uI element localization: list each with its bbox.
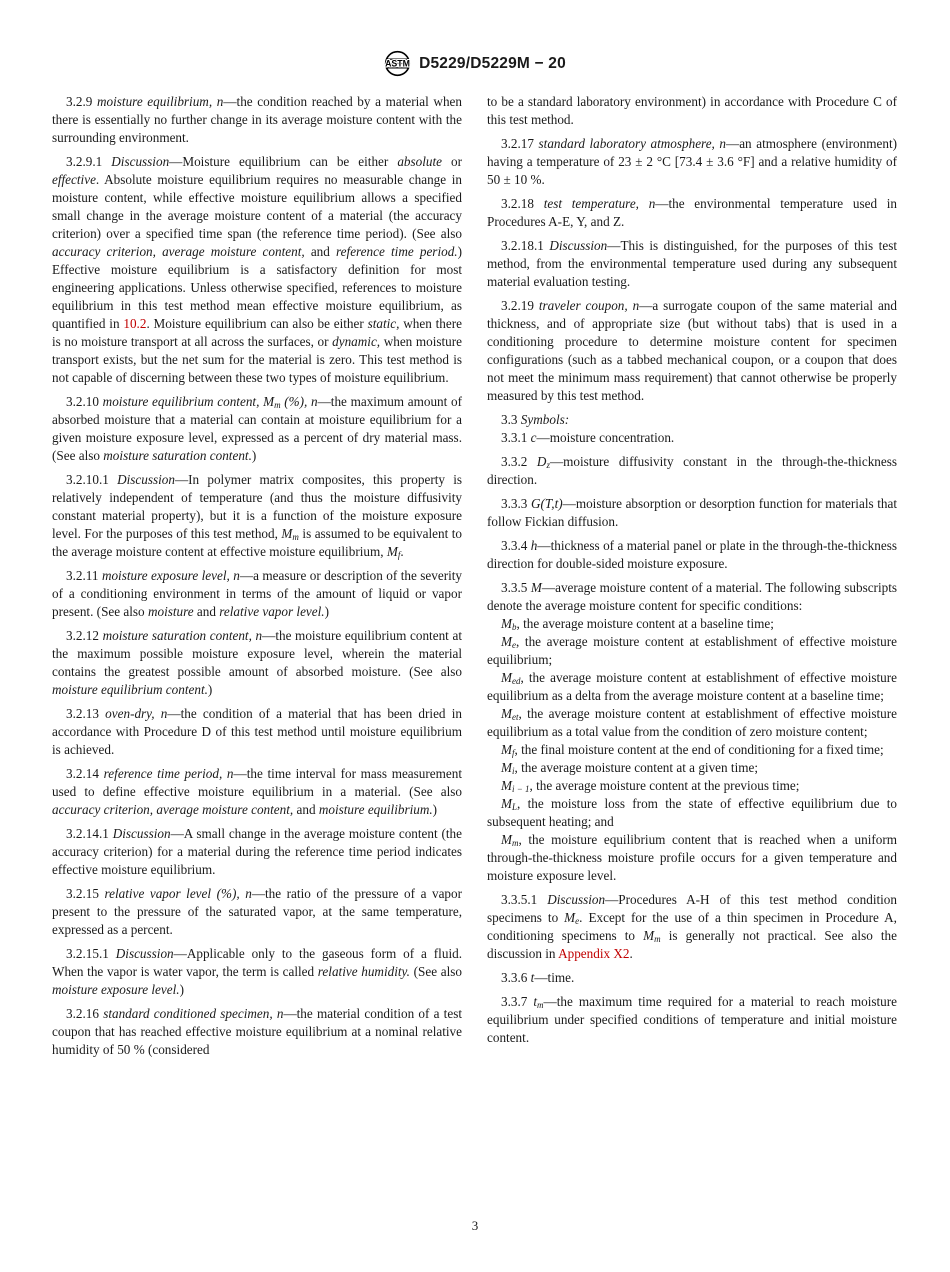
text-segment: absolute [397, 154, 443, 169]
text-segment: M [501, 760, 512, 775]
text-segment: M [564, 910, 576, 925]
text-segment: . Absolute moisture equilibrium requires no measurable change in moisture content, while effective moisture equilibrium allows a specified small change in the average moisture content of a material (the accuracy criterion) over a specified time span (the reference time period). (See also [52, 172, 462, 241]
text-segment: traveler coupon, n [538, 298, 640, 313]
subscript-item-ML [487, 795, 897, 831]
text-segment: to be a standard laboratory environment) in accordance with Procedure C of this test method. [487, 94, 897, 127]
text-segment: 3.3.7 [501, 994, 534, 1009]
discussion-3.2.10.1 [52, 471, 462, 561]
text-segment: 3.2.10.1 [66, 472, 118, 487]
text-segment: ) Effective moisture equilibrium is a satisfactory definition for most engineering applications. Unless otherwise specified, references to moisture equilibrium in this test method mean effective moisture equilibrium, as quantified in [52, 244, 462, 331]
text-segment: 3.2.9.1 [66, 154, 112, 169]
text-segment: —Procedures A-H of this test method condition specimens to [487, 892, 897, 925]
subscript-item-Mb [487, 615, 897, 633]
text-segment: effective [52, 172, 96, 187]
text-segment: 3.2.14.1 [66, 826, 113, 841]
text-segment: oven-dry, n [105, 706, 168, 721]
page-number: 3 [471, 1218, 479, 1233]
definition-3.2.15 [52, 885, 462, 939]
text-segment: test temperature, n [543, 196, 656, 211]
text-segment: , the average moisture content at establishment of effective moisture equilibrium as a delta from the average moisture content at a baseline time; [487, 670, 897, 703]
text-segment: —the maximum time required for a material to reach moisture equilibrium under specified conditions of temperature and initial moisture content. [487, 994, 897, 1045]
text-segment: reference time period, n [103, 766, 234, 781]
text-segment: m [654, 933, 661, 944]
text-segment: L [512, 801, 517, 812]
text-segment: , the average moisture content at establishment of effective moisture equilibrium as a total value from the condition of zero moisture content; [487, 706, 897, 739]
text-segment: ) [251, 448, 257, 463]
text-segment: M [386, 544, 398, 559]
text-segment: 3.2.10 [66, 394, 103, 409]
text-segment: relative vapor level. [219, 604, 325, 619]
text-segment: , the final moisture content at the end of conditioning for a fixed time; [514, 742, 884, 757]
astm-logo-text: ASTM [385, 58, 410, 69]
document-body [52, 93, 898, 1059]
text-segment: M [281, 526, 293, 541]
text-segment: —a surrogate coupon of the same material and thickness, and of appropriate size (but without tabs) that is used in a conditioning procedure to determine moisture content for specimen configurations (such as a tabbed mechanical coupon, or a coupon that does not meet the minimum mass requirement) that cannot otherwise be properly measured by this test method. [487, 298, 897, 403]
symbol-3.3.3 [487, 495, 897, 531]
text-segment: —Applicable only to the gaseous form of a fluid. When the vapor is water vapor, the term is called [52, 946, 462, 979]
text-segment: . Except for the use of a thin specimen in Procedure A, conditioning specimens to [487, 910, 897, 943]
standard-designation: D5229/D5229M − 20 [419, 54, 566, 72]
definition-3.2.16 [52, 1005, 462, 1059]
text-segment: M [501, 832, 512, 847]
text-segment: moisture saturation content. [103, 448, 252, 463]
text-segment: m [274, 399, 281, 410]
text-segment: M [501, 742, 512, 757]
text-segment: Discussion [549, 238, 608, 253]
text-segment: G(T,t) [531, 496, 563, 511]
text-segment: moisture saturation content, n [102, 628, 263, 643]
discussion-3.2.9.1 [52, 153, 462, 387]
text-segment: static, [367, 316, 400, 331]
symbol-3.3.2 [487, 453, 897, 489]
text-segment: M [501, 778, 512, 793]
text-segment: 3.3.2 [501, 454, 537, 469]
text-segment: moisture equilibrium content. [52, 682, 208, 697]
text-segment: et [512, 711, 519, 722]
text-segment: 3.2.18.1 [501, 238, 550, 253]
text-segment: —moisture concentration. [536, 430, 675, 445]
text-segment: 3.2.15.1 [66, 946, 116, 961]
text-segment: 3.3.4 [501, 538, 531, 553]
text-segment: 3.3.6 [501, 970, 531, 985]
discussion-3.2.14.1 [52, 825, 462, 879]
heading-3.3-symbols [487, 411, 897, 429]
subscript-item-Mi [487, 759, 897, 777]
text-segment: —Moisture equilibrium can be either [169, 154, 398, 169]
cross-reference-link[interactable]: Appendix X2 [558, 946, 630, 961]
text-segment: 3.2.17 [501, 136, 539, 151]
text-segment: —thickness of a material panel or plate in the through-the-thickness direction for double-sided moisture exposure. [487, 538, 897, 571]
text-segment: ) [179, 982, 184, 997]
cross-reference-link[interactable]: 10.2 [123, 316, 147, 331]
text-segment: and [293, 802, 319, 817]
text-segment: M [501, 670, 512, 685]
text-segment: —a measure or description of the severity of a conditioning environment in terms of the amount of liquid or vapor present. (See also [52, 568, 463, 619]
text-segment: Discussion [547, 892, 606, 907]
text-segment: moisture exposure level. [52, 982, 180, 997]
text-segment: 3.2.14 [66, 766, 104, 781]
document-header [0, 50, 950, 77]
text-segment: (%), n [280, 394, 318, 409]
text-segment: , the moisture equilibrium content that is reached when a uniform through-the-thickness moisture profile occurs for a given temperature and moisture exposure level. [487, 832, 897, 883]
text-segment: e [512, 639, 516, 650]
text-segment: reference time period. [336, 244, 458, 259]
definition-3.2.9 [52, 93, 462, 147]
subscript-item-Met [487, 705, 897, 741]
text-segment: moisture [147, 604, 194, 619]
symbol-3.3.6 [487, 969, 897, 987]
text-segment: or [442, 154, 463, 169]
text-segment: M [501, 616, 512, 631]
text-segment: h [530, 538, 538, 553]
text-segment: —average moisture content of a material. The following subscripts denote the average moisture content for specific conditions: [487, 580, 898, 613]
text-segment: —the condition of a material that has been dried in accordance with Procedure D of this test method until moisture equilibrium is achieved. [52, 706, 462, 757]
text-segment: dynamic, [332, 334, 381, 349]
text-segment: —an atmosphere (environment) having a temperature of 23 ± 2 °C [73.4 ± 3.6 °F] and a relative humidity of 50 ± 10 %. [487, 136, 898, 187]
text-segment: f [397, 549, 401, 560]
text-segment: relative humidity. [317, 964, 410, 979]
definition-3.2.19 [487, 297, 897, 405]
text-segment: —time. [534, 970, 575, 985]
text-segment: —the moisture equilibrium content at the maximum possible moisture exposure level, wherein the material contains the greatest possible amount of absorbed moisture. (See also [52, 628, 462, 679]
symbol-3.3.4 [487, 537, 897, 573]
text-segment: ) [207, 682, 213, 697]
text-segment: i − 1 [512, 783, 530, 794]
text-segment: is generally not practical. See also the discussion in [487, 928, 898, 961]
discussion-3.2.15.1 [52, 945, 462, 999]
text-segment: Discussion [117, 472, 175, 487]
text-segment: —In polymer matrix composites, this property is relatively independent of temperature (and thus the moisture diffusivity constant material property), but it is a function of the moisture exposure level. For the purposes of this test method, [52, 472, 462, 541]
text-segment: and [193, 604, 220, 619]
text-segment: ) [324, 604, 330, 619]
symbol-3.3.7 [487, 993, 897, 1047]
subscript-item-Med [487, 669, 897, 705]
definition-3.2.17 [487, 135, 897, 189]
text-segment: —This is distinguished, for the purposes of this test method, from the environmental temperature used during any subsequent material evaluation testing. [487, 238, 897, 289]
text-segment: —the ratio of the pressure of a vapor present to the pressure of the saturated vapor, at the same temperature, expressed as a percent. [52, 886, 462, 937]
text-segment: and [304, 244, 337, 259]
text-segment: 3.2.12 [66, 628, 103, 643]
text-segment: Discussion [112, 826, 171, 841]
text-segment: M [501, 706, 512, 721]
text-segment: c [530, 430, 537, 445]
text-segment: 3.3.3 [501, 496, 531, 511]
text-segment: moisture equilibrium, n [97, 94, 224, 109]
text-segment: moisture equilibrium content, M [102, 394, 275, 409]
discussion-3.2.18.1 [487, 237, 897, 291]
text-segment: m [537, 999, 544, 1010]
text-segment: standard laboratory atmosphere, n [538, 136, 727, 151]
text-segment: . Moisture equilibrium can also be either [146, 316, 368, 331]
text-segment: M [530, 580, 542, 595]
text-segment: 3.3.5 [501, 580, 531, 595]
text-segment: 3.2.9 [66, 94, 97, 109]
text-segment: 3.3 [501, 412, 521, 427]
text-segment: moisture exposure level, n [101, 568, 240, 583]
text-segment: M [643, 928, 655, 943]
text-segment: —the condition reached by a material when there is essentially no further change in its average moisture content with the surrounding environment. [52, 94, 462, 145]
symbol-3.3.1 [487, 429, 897, 447]
subscript-item-Mi-1 [487, 777, 897, 795]
definition-3.2.11 [52, 567, 462, 621]
text-segment: e [575, 915, 580, 926]
text-segment: 3.3.5.1 [501, 892, 548, 907]
text-segment: ed [512, 675, 521, 686]
definition-3.2.12 [52, 627, 462, 699]
definition-3.2.18 [487, 195, 897, 231]
symbol-3.3.5 [487, 579, 897, 615]
text-segment: moisture equilibrium. [318, 802, 433, 817]
text-segment: 3.3.1 [501, 430, 531, 445]
subscript-item-Mf [487, 741, 897, 759]
text-segment: —the maximum amount of absorbed moisture that a material can contain at moisture equilibrium for a given moisture exposure level, expressed as a percent of dry material mass. (See also [52, 394, 462, 463]
text-segment: , the moisture loss from the state of effective equilibrium due to subsequent heating; and [487, 796, 897, 829]
text-segment: —moisture absorption or desorption function for materials that follow Fickian diffusion. [487, 496, 898, 529]
text-segment: . [400, 544, 404, 559]
text-segment: t [533, 994, 538, 1009]
definition-3.2.13 [52, 705, 462, 759]
text-segment: , the average moisture content at establishment of effective moisture equilibrium; [487, 634, 897, 667]
text-segment: t [530, 970, 535, 985]
text-segment: Discussion [115, 946, 174, 961]
text-segment: f [512, 747, 515, 758]
text-segment: 3.2.13 [66, 706, 106, 721]
definition-3.2.14 [52, 765, 462, 819]
text-segment: is assumed to be equivalent to the average moisture content at effective moisture equilibrium, [52, 526, 462, 559]
text-segment: —moisture diffusivity constant in the through-the-thickness direction. [487, 454, 898, 487]
text-segment: b [512, 621, 517, 632]
definition-3.2.16-continued [487, 93, 897, 129]
text-segment: 3.2.19 [501, 298, 539, 313]
text-segment: , the average moisture content at a given time; [514, 760, 759, 775]
text-segment: when there is no moisture transport at all across the surfaces, or [52, 316, 462, 349]
text-segment: accuracy criterion, average moisture content, [52, 802, 294, 817]
text-segment: Discussion [111, 154, 170, 169]
text-segment: M [501, 634, 512, 649]
definition-3.2.10 [52, 393, 462, 465]
discussion-3.3.5.1 [487, 891, 897, 963]
text-segment: 3.2.16 [66, 1006, 104, 1021]
text-segment: standard conditioned specimen, n [103, 1006, 284, 1021]
text-segment: 3.2.18 [501, 196, 544, 211]
text-segment: ) [432, 802, 438, 817]
right-column [487, 93, 897, 1059]
text-segment: m [512, 837, 519, 848]
text-segment: —the time interval for mass measurement used to define effective moisture equilibrium in a material. (See also [52, 766, 462, 799]
text-segment: when moisture transport exists, but the net sum for the material is zero. This test method is not capable of discerning between these two types of moisture equilibrium. [52, 334, 462, 385]
text-segment: D [536, 454, 547, 469]
left-column [52, 93, 462, 1059]
text-segment: 3.2.11 [66, 568, 102, 583]
text-segment: —A small change in the average moisture content (the accuracy criterion) for a material during the reference time period indicates effective moisture equilibrium. [52, 826, 462, 877]
text-segment: i [512, 765, 515, 776]
subscript-item-Me [487, 633, 897, 669]
text-segment: (See also [409, 964, 462, 979]
text-segment: accuracy criterion, average moisture content, [52, 244, 305, 259]
astm-logo-icon [384, 50, 411, 77]
document-footer [0, 1218, 950, 1234]
text-segment: relative vapor level (%), n [104, 886, 252, 901]
text-segment: , the average moisture content at a baseline time; [516, 616, 774, 631]
text-segment: —the environmental temperature used in Procedures A-E, Y, and Z. [487, 196, 898, 229]
text-segment: z [546, 459, 550, 470]
subscript-item-Mm [487, 831, 897, 885]
text-segment: Symbols: [520, 412, 570, 427]
text-segment: m [292, 531, 299, 542]
text-segment: M [501, 796, 512, 811]
text-segment: 3.2.15 [66, 886, 105, 901]
text-segment: , the average moisture content at the previous time; [529, 778, 800, 793]
text-segment: . [629, 946, 633, 961]
text-segment: —the material condition of a test coupon that has reached effective moisture equilibrium at a nominal relative humidity of 50 % (considered [52, 1006, 462, 1057]
